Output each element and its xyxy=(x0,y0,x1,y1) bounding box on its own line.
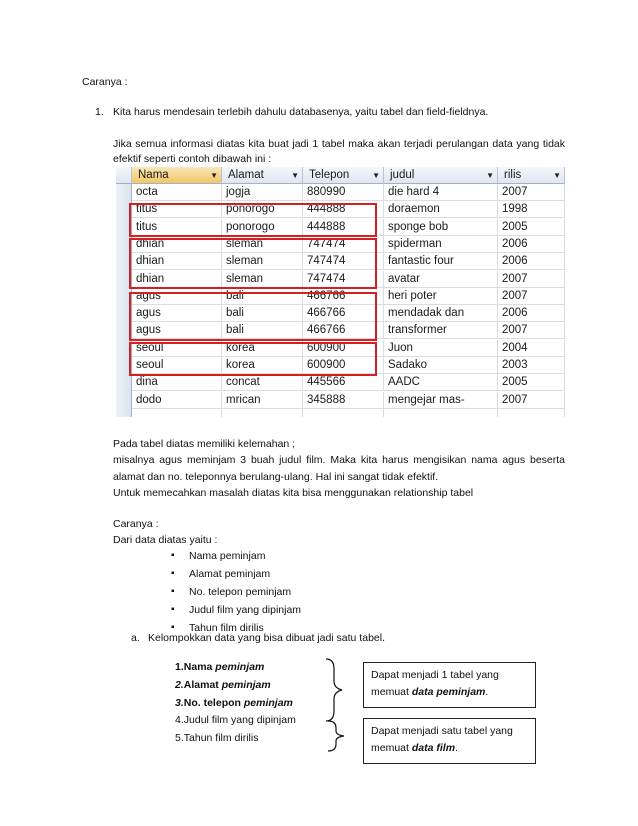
table-cell[interactable]: 2007 xyxy=(498,288,565,305)
weakness-line-4: Untuk memecahkan masalah diatas kita bisa menggunakan relationship tabel xyxy=(113,487,474,499)
table-cell[interactable]: korea xyxy=(222,340,303,357)
table-cell[interactable]: 445566 xyxy=(303,374,384,391)
table-cell[interactable]: 880990 xyxy=(303,184,384,201)
table-cell[interactable]: 2006 xyxy=(498,253,565,270)
numbered-item-2: 2.Alamat peminjam xyxy=(175,679,271,691)
table-cell[interactable]: 2007 xyxy=(498,322,565,339)
bullet-item: ▪ Judul film yang dipinjam xyxy=(189,604,301,616)
column-header[interactable] xyxy=(498,167,565,184)
table-cell[interactable]: 2005 xyxy=(498,374,565,391)
step-1-number: 1. xyxy=(95,106,104,118)
table-cell[interactable]: 2006 xyxy=(498,236,565,253)
table-cell[interactable]: fantastic four xyxy=(384,253,498,270)
table-cell[interactable]: dodo xyxy=(132,392,222,409)
weakness-line-1: Pada tabel diatas memiliki kelemahan ; xyxy=(113,438,296,450)
table-cell[interactable]: agus xyxy=(132,305,222,322)
numbered-item-4: 4.Judul film yang dipinjam xyxy=(175,714,296,726)
table-cell[interactable]: 747474 xyxy=(303,253,384,270)
table-cell[interactable]: 600900 xyxy=(303,357,384,374)
table-cell[interactable]: 2007 xyxy=(498,184,565,201)
table-cell[interactable]: 444888 xyxy=(303,201,384,218)
table-cell[interactable]: 466766 xyxy=(303,305,384,322)
bullet-item: ▪ Alamat peminjam xyxy=(189,568,270,580)
bullet-item: ▪ Nama peminjam xyxy=(189,550,265,562)
highlight-box-agus xyxy=(129,292,377,341)
table-cell[interactable]: 466766 xyxy=(303,288,384,305)
column-header-label: judul xyxy=(390,169,415,181)
table-cell[interactable]: avatar xyxy=(384,271,498,288)
table-cell[interactable]: dhian xyxy=(132,253,222,270)
highlight-box-seoul xyxy=(129,342,377,376)
table-cell[interactable]: 600900 xyxy=(303,340,384,357)
table-cell[interactable]: 444888 xyxy=(303,219,384,236)
table-cell[interactable]: 747474 xyxy=(303,236,384,253)
table-cell[interactable]: 2007 xyxy=(498,271,565,288)
table-cell[interactable]: AADC xyxy=(384,374,498,391)
table-cell[interactable]: 2005 xyxy=(498,219,565,236)
table-cell[interactable]: ponorogo xyxy=(222,201,303,218)
table-cell[interactable]: transformer xyxy=(384,322,498,339)
new-record-cell[interactable] xyxy=(132,409,222,417)
column-header-label: Telepon xyxy=(309,169,350,181)
table-cell[interactable]: seoul xyxy=(132,357,222,374)
numbered-item-1: 1.Nama peminjam xyxy=(175,661,265,673)
table-cell[interactable]: korea xyxy=(222,357,303,374)
step-a-label: a. xyxy=(131,632,140,644)
highlight-box-titus xyxy=(129,203,377,237)
table-cell[interactable]: sleman xyxy=(222,236,303,253)
bullet-item: ▪ No. telepon peminjam xyxy=(189,586,291,598)
dropdown-arrow-icon[interactable]: ▼ xyxy=(291,171,299,180)
table-cell[interactable]: 2007 xyxy=(498,392,565,409)
table-cell[interactable]: titus xyxy=(132,201,222,218)
dropdown-arrow-icon[interactable]: ▼ xyxy=(553,171,561,180)
dropdown-arrow-icon[interactable]: ▼ xyxy=(210,171,218,180)
table-cell[interactable]: titus xyxy=(132,219,222,236)
table-cell[interactable]: Juon xyxy=(384,340,498,357)
table-cell[interactable]: bali xyxy=(222,322,303,339)
table-cell[interactable]: dina xyxy=(132,374,222,391)
table-cell[interactable]: octa xyxy=(132,184,222,201)
table-cell[interactable]: 747474 xyxy=(303,271,384,288)
table-cell[interactable]: die hard 4 xyxy=(384,184,498,201)
column-header-label: rilis xyxy=(504,169,522,181)
step-1-text: Kita harus mendesain terlebih dahulu databasenya, yaitu tabel dan field-fieldnya. xyxy=(113,106,489,118)
table-cell[interactable]: heri poter xyxy=(384,288,498,305)
table-cell[interactable]: 1998 xyxy=(498,201,565,218)
note-box-film: Dapat menjadi satu tabel yang memuat data film. xyxy=(363,718,536,764)
curly-brace-icon xyxy=(320,655,360,755)
new-record-cell[interactable] xyxy=(303,409,384,417)
dropdown-arrow-icon[interactable]: ▼ xyxy=(372,171,380,180)
select-all-corner[interactable] xyxy=(116,167,132,184)
table-cell[interactable]: mrican xyxy=(222,392,303,409)
highlight-box-dhian xyxy=(129,238,377,289)
new-record-cell[interactable] xyxy=(222,409,303,417)
step-a-text: Kelompokkan data yang bisa dibuat jadi satu tabel. xyxy=(148,632,385,644)
table-cell[interactable]: jogja xyxy=(222,184,303,201)
table-cell[interactable]: 2003 xyxy=(498,357,565,374)
dropdown-arrow-icon[interactable]: ▼ xyxy=(486,171,494,180)
table-cell[interactable]: dhian xyxy=(132,236,222,253)
column-header-label: Nama xyxy=(138,169,169,181)
table-cell[interactable]: 2004 xyxy=(498,340,565,357)
table-cell[interactable]: 466766 xyxy=(303,322,384,339)
caranya-2: Caranya : xyxy=(113,518,159,530)
table-cell[interactable]: spiderman xyxy=(384,236,498,253)
numbered-item-3: 3.No. telepon peminjam xyxy=(175,697,293,709)
new-record-cell[interactable] xyxy=(384,409,498,417)
table-cell[interactable]: bali xyxy=(222,288,303,305)
table-cell[interactable]: bali xyxy=(222,305,303,322)
column-header[interactable] xyxy=(384,167,498,184)
table-cell[interactable]: concat xyxy=(222,374,303,391)
table-cell[interactable]: doraemon xyxy=(384,201,498,218)
spreadsheet-table xyxy=(116,167,565,417)
table-cell[interactable]: agus xyxy=(132,288,222,305)
new-record-cell[interactable] xyxy=(498,409,565,417)
table-cell[interactable]: 2006 xyxy=(498,305,565,322)
weakness-line-2: misalnya agus meminjam 3 buah judul film. Maka kita harus mengisikan nama agus beserta xyxy=(113,454,565,466)
table-cell[interactable]: agus xyxy=(132,322,222,339)
dari-data: Dari data diatas yaitu : xyxy=(113,534,218,546)
table-cell[interactable]: sleman xyxy=(222,271,303,288)
table-cell[interactable]: Sadako xyxy=(384,357,498,374)
table-cell[interactable]: dhian xyxy=(132,271,222,288)
table-cell[interactable]: seoul xyxy=(132,340,222,357)
numbered-item-5: 5.Tahun film dirilis xyxy=(175,732,259,744)
intro-line-1: Jika semua informasi diatas kita buat jadi 1 tabel maka akan terjadi perulangan data yang tidak xyxy=(113,138,565,150)
table-cell[interactable]: mengejar mas- xyxy=(384,392,498,409)
weakness-line-3: alamat dan no. teleponnya berulang-ulang. Hal ini sangat tidak efektif. xyxy=(113,471,439,483)
table-cell[interactable]: sleman xyxy=(222,253,303,270)
table-cell[interactable]: 345888 xyxy=(303,392,384,409)
table-cell[interactable]: sponge bob xyxy=(384,219,498,236)
column-header[interactable] xyxy=(132,167,222,184)
table-cell[interactable]: mendadak dan xyxy=(384,305,498,322)
heading: Caranya : xyxy=(82,76,128,88)
table-cell[interactable]: ponorogo xyxy=(222,219,303,236)
column-header-label: Alamat xyxy=(228,169,264,181)
note-box-peminjam: Dapat menjadi 1 tabel yang memuat data peminjam. xyxy=(363,662,536,708)
intro-line-2: efektif seperti contoh dibawah ini : xyxy=(113,153,272,165)
column-header[interactable] xyxy=(303,167,384,184)
bullet-item: ▪ Tahun film dirilis xyxy=(189,622,264,634)
column-header[interactable] xyxy=(222,167,303,184)
